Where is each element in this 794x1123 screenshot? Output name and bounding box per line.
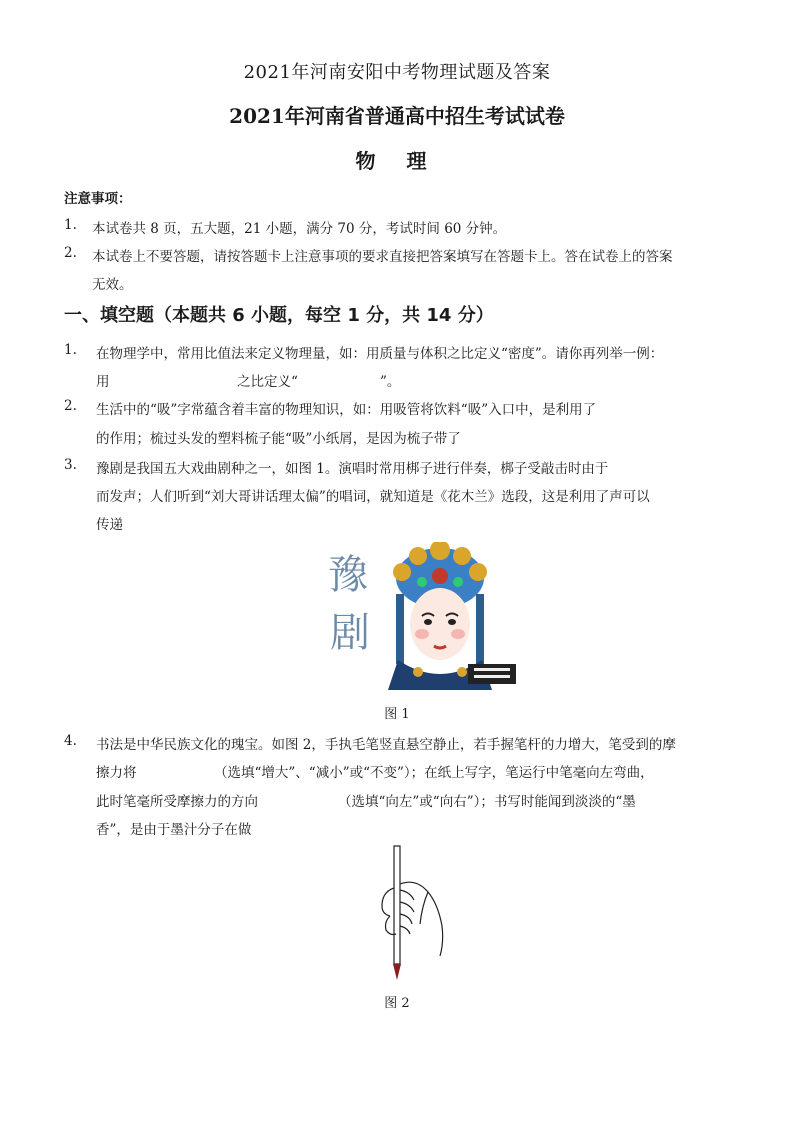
question-text: 在物理学中，常用比值法来定义物理量，如：用质量与体积之比定义“密度”。请你再列举一例： <box>96 346 664 362</box>
question-text: 此时笔毫所受摩擦力的方向 <box>96 794 258 810</box>
subject-title: 物 理 <box>355 149 439 173</box>
section-title: 一、填空题（本题共 6 小题，每空 1 分，共 14 分） <box>64 305 494 326</box>
brush-shaft <box>394 846 400 964</box>
question-text: 传递 <box>96 517 123 533</box>
note-number: 1. <box>64 217 77 233</box>
figure-2-caption: 图 2 <box>384 996 410 1011</box>
notes-title: 注意事项： <box>64 191 132 207</box>
brush-tip <box>393 964 401 980</box>
question-number: 4. <box>64 733 77 749</box>
clapper-instrument <box>468 664 516 684</box>
note-text: 本试卷共 8 页，五大题，21 小题，满分 70 分，考试时间 60 分钟。 <box>92 221 507 237</box>
question-text: 擦力将 <box>96 765 137 781</box>
question-text: 之比定义“ <box>237 374 298 390</box>
figure-1-caption: 图 1 <box>384 707 410 722</box>
question-number: 1. <box>64 342 77 358</box>
hand-outline <box>382 882 443 956</box>
question-text: 而发声；人们听到“刘大哥讲话理太偏”的唱词，就知道是《花木兰》选段，这是利用了声可以 <box>96 489 650 505</box>
note-text: 本试卷上不要答题，请按答题卡上注意事项的要求直接把答案填写在答题卡上。答在试卷上的答案 <box>92 249 673 265</box>
question-text: 豫剧是我国五大戏曲剧种之一，如图 1。演唱时常用梆子进行伴奏，梆子受敲击时由于 <box>96 461 609 477</box>
figure-2-hand-brush <box>370 844 450 984</box>
question-number: 3. <box>64 457 77 473</box>
question-text: 书法是中华民族文化的瑰宝。如图 2，手执毛笔竖直悬空静止，若手握笔杆的力增大，笔受到的摩 <box>96 737 676 753</box>
question-number: 2. <box>64 398 77 414</box>
note-text-continued: 无效。 <box>92 277 133 293</box>
question-text: 香”，是由于墨汁分子在做 <box>96 822 252 838</box>
document-title: 2021年河南安阳中考物理试题及答案 <box>243 62 551 83</box>
calligraphy-text-1: 豫 <box>328 552 368 598</box>
question-text: 的作用；梳过头发的塑料梳子能“吸”小纸屑，是因为梳子带了 <box>96 431 461 447</box>
figure-1-opera-illustration <box>318 542 518 690</box>
note-number: 2. <box>64 245 77 261</box>
question-text: 用 <box>96 374 110 390</box>
exam-title: 2021年河南省普通高中招生考试试卷 <box>229 104 565 128</box>
question-text: （选填“向左”或“向右”）；书写时能闻到淡淡的“墨 <box>338 794 636 810</box>
calligraphy-text-2: 剧 <box>330 610 370 656</box>
question-text: 生活中的“吸”字常蕴含着丰富的物理知识，如：用吸管将饮料“吸”入口中，是利用了 <box>96 402 597 418</box>
question-text: ”。 <box>380 374 401 390</box>
question-text: （选填“增大”、“减小”或“不变”）；在纸上写字，笔运行中笔毫向左弯曲， <box>214 765 654 781</box>
